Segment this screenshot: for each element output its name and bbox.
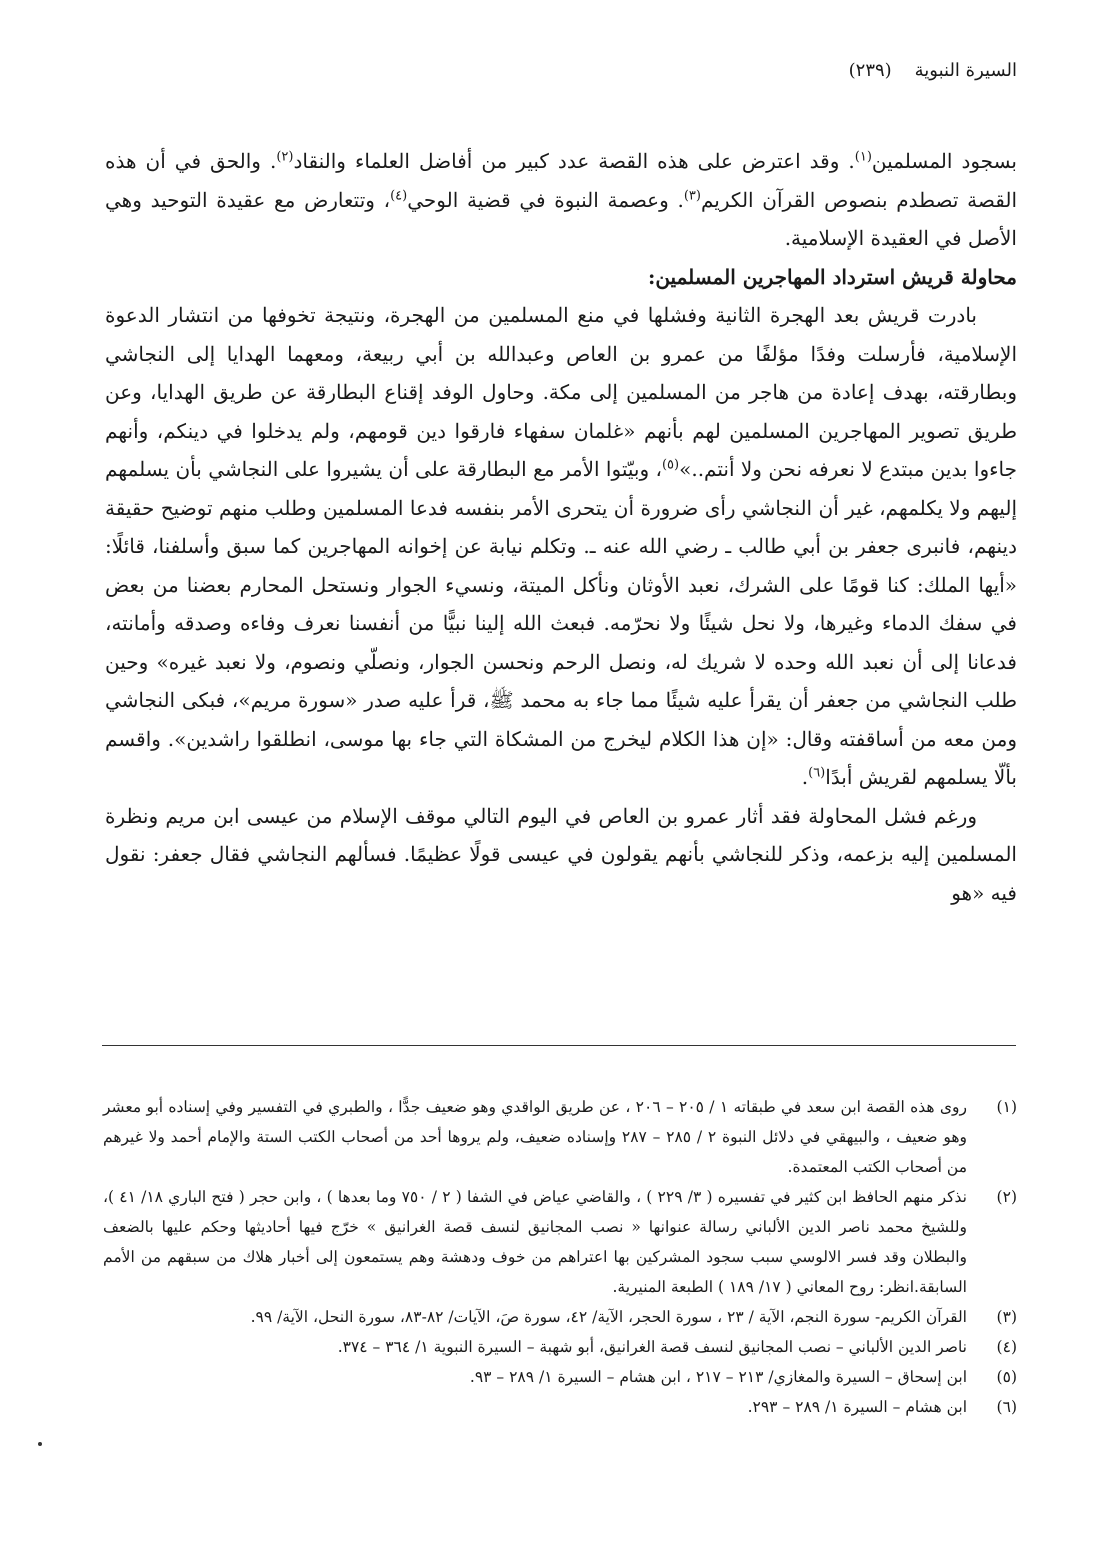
footnote-ref-5[interactable]: (٥) xyxy=(661,457,680,473)
footnote-6 xyxy=(103,1392,1017,1422)
section-heading: محاولة قريش استرداد المهاجرين المسلمين: xyxy=(647,264,1017,289)
scan-speck xyxy=(38,1442,42,1446)
page-number: (٢٣٩) xyxy=(848,60,892,81)
footnote-text: ابن هشام – السيرة ١/ ٢٨٩ – ٢٩٣. xyxy=(747,1398,967,1416)
header-title: السيرة النبوية xyxy=(914,60,1017,81)
footnote-2 xyxy=(103,1182,1017,1302)
footnote-1 xyxy=(103,1092,1017,1182)
footnote-ref-3[interactable]: (٣) xyxy=(683,187,701,203)
footnote-ref-6[interactable]: (٦) xyxy=(808,765,826,781)
footnote-number: (٥) xyxy=(996,1368,1017,1386)
footnote-divider xyxy=(102,1045,1016,1046)
footnote-number: (٦) xyxy=(996,1398,1017,1416)
footnote-4 xyxy=(103,1332,1017,1362)
running-header xyxy=(849,60,1017,81)
footnote-number: (٢) xyxy=(996,1188,1017,1206)
footnote-number: (١) xyxy=(996,1098,1017,1116)
footnote-text: روى هذه القصة ابن سعد في طبقاته ١ / ٢٠٥ – ٢٠٦ ، عن طريق الواقدي وهو ضعيف جدًّا ، والطبري في التفسير وفي إسناده أبو معشر وهو ضعيف ، والبيهقي في دلائل النبوة ٢ / ٢٨٥ – ٢٨٧ وإسناده ضعيف، ولم يروها أحد من أصحاب الكتب الستة والإمام أحمد ولا غيرهم من أصحاب الكتب المعتمدة. xyxy=(103,1098,968,1176)
footnote-3 xyxy=(103,1302,1017,1332)
footnote-text: ناصر الدين الألباني – نصب المجانيق لنسف قصة الغرانيق، أبو شهبة – السيرة النبوية ١/ ٣٦٤ – ٣٧٤. xyxy=(337,1338,967,1356)
paragraph-1: بسجود المسلمين$^{(١)}$. وقد اعترض على هذه القصة عدد كبير من أفاضل العلماء والنقاد$^{(٢)}$. والحق في أن هذه القصة تصطدم بنصوص القرآن الكريم$^{(٣)}$. وعصمة النبوة في قضية الوحي$^{(٤)}$، وتتعارض مع عقيدة التوحيد وهي الأصل في العقيدة الإسلامية. xyxy=(105,149,1017,250)
paragraph-3: ورغم فشل المحاولة فقد أثار عمرو بن العاص في اليوم التالي موقف الإسلام من عيسى ابن مريم ونظرة المسلمين إليه بزعمه، وذكر للنجاشي بأنهم يقولون في عيسى قولًا عظيمًا. فسألهم النجاشي فقال جعفر: نقول فيه «هو xyxy=(105,803,1017,905)
main-text xyxy=(105,142,1017,912)
footnote-ref-4[interactable]: (٤) xyxy=(390,187,408,203)
footnote-number: (٣) xyxy=(996,1308,1017,1326)
footnotes xyxy=(103,1092,1017,1422)
footnote-number: (٤) xyxy=(996,1338,1017,1356)
paragraph-2: بادرت قريش بعد الهجرة الثانية وفشلها في منع المسلمين من الهجرة، ونتيجة تخوفها من انتشار الدعوة الإسلامية، فأرسلت وفدًا مؤلفًا من عمرو بن العاص وعبدالله بن أبي ربيعة، ومعهما الهدايا إلى النجاشي وبطارقته، بهدف إعادة من هاجر من المسلمين إلى مكة. وحاول الوفد إقناع البطارقة عن طريق الهدايا، وعن طريق تصوير المهاجرين المسلمين لهم بأنهم «غلمان سفهاء فارقوا دين قومهم، ولم يدخلوا في دينكم، وأنهم جاءوا بدين مبتدع لا نعرفه نحن ولا أنتم..»$^{(٥)}$، وبيّتوا الأمر مع البطارقة على أن يشيروا على النجاشي بأن يسلمهم إليهم ولا يكلمهم، غير أن النجاشي رأى ضرورة أن يتحرى الأمر بنفسه فدعا المسلمين وطلب منهم توضيح حقيقة دينهم، فانبرى جعفر بن أبي طالب ـ رضي الله عنه ـ. وتكلم نيابة عن إخوانه المهاجرين كما سبق وأسلفنا، قائلًا: «أيها الملك: كنا قومًا على الشرك، نعبد الأوثان ونأكل الميتة، ونسيء الجوار ونستحل المحارم بعضنا من بعض في سفك الدماء وغيرها، ولا نحل شيئًا ولا نحرّمه. فبعث الله إلينا نبيًّا من أنفسنا نعرف وفاءه وصدقه وأمانته، فدعانا إلى أن نعبد الله وحده لا شريك له، ونصل الرحم ونحسن الجوار، ونصلّي ونصوم، ولا نعبد غيره» وحين طلب النجاشي من جعفر أن يقرأ عليه شيئًا مما جاء به محمد ﷺ، قرأ عليه صدر «سورة مريم»، فبكى النجاشي ومن معه من أساقفته وقال: «إن هذا الكلام ليخرج من المشكاة التي جاء بها موسى، انطلقوا راشدين». واقسم بألّا يسلمهم لقريش أبدًا$^{(٦)}$. xyxy=(105,303,1018,789)
footnote-5 xyxy=(103,1362,1017,1392)
footnote-text: القرآن الكريم- سورة النجم، الآية / ٢٣ ، سورة الحجر، الآية/ ٤٢، سورة صَ، الآيات/ ٨٢-٨٣، سورة النحل، الآية/ ٩٩. xyxy=(250,1308,967,1326)
footnote-text: ابن إسحاق – السيرة والمغازي/ ٢١٣ – ٢١٧ ، ابن هشام – السيرة ١/ ٢٨٩ – ٩٣. xyxy=(469,1368,967,1386)
footnote-ref-1[interactable]: (١) xyxy=(854,149,872,165)
footnote-ref-2[interactable]: (٢) xyxy=(276,149,294,165)
footnote-text: نذكر منهم الحافظ ابن كثير في تفسيره ( ٣/ ٢٢٩ ) ، والقاضي عياض في الشفا ( ٢ / ٧٥٠ وما بعدها ) ، وابن حجر ( فتح الباري ١٨/ ٤١ )، وللشيخ محمد ناصر الدين الألباني رسالة عنوانها « نصب المجانيق لنسف قصة الغرانيق » خرّج فيها أحاديثها وحكم عليها بالضعف والبطلان وقد فسر الالوسي سبب سجود المشركين بها اعتراهم من خوف ودهشة وهم يستمعون إلى أخبار هلاك من سبقهم من الأمم السابقة.انظر: روح المعاني ( ١٧/ ١٨٩ ) الطبعة المنيرية. xyxy=(103,1188,967,1296)
